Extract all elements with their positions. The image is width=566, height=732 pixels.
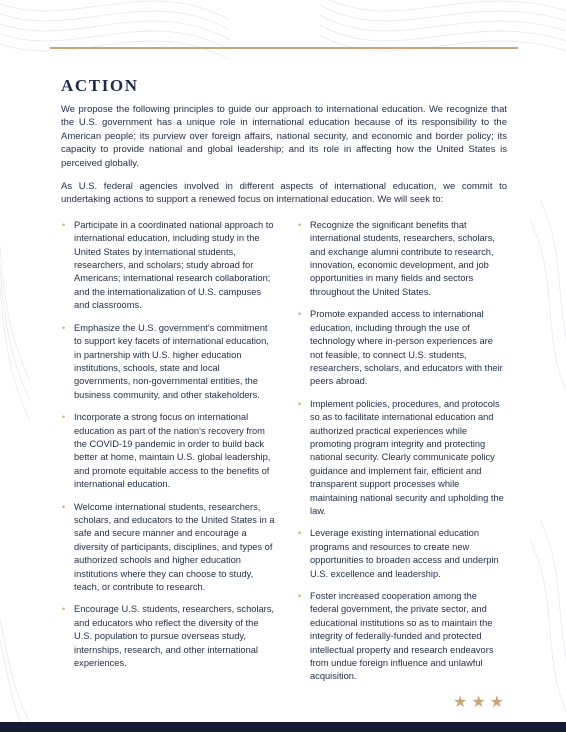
bullet-marker: •: [62, 501, 66, 512]
bullet-marker: •: [298, 219, 302, 230]
bullet-marker: •: [62, 604, 66, 615]
intro-paragraph: We propose the following principles to guide our approach to international education. We recognize that the U.S. government has a unique role in international education because of its responsibility to the American people; its purview over foreign affairs, national security, and economic and border policy; its capacity to provide national and global leadership; and its role in affecting how the United States is perceived globally.: [61, 104, 507, 169]
bullet-text: Recognize the significant benefits that international students, researchers, scholars, and exchange alumni contribute to research, innovation, economic development, and job opportunities in many fields and sectors throughout the United States.: [310, 219, 495, 297]
decorative-stars: [453, 695, 504, 711]
bullet-item: [61, 411, 275, 491]
bullet-marker: •: [298, 591, 302, 601]
star-icon: ★: [471, 694, 486, 711]
bullet-marker: •: [298, 528, 302, 539]
bullet-item: [61, 219, 275, 313]
bullet-text: Incorporate a strong focus on international education as part of the nation's recovery from the COVID-19 pandemic in order to build back better at home, maintain U.S. global leadership, and promote equitable access to the benefits of international education.: [74, 412, 271, 490]
star-icon: ★: [489, 694, 504, 711]
bullet-text: Encourage U.S. students, researchers, scholars, and educators who reflect the diversity of the U.S. population to pursue overseas study, internships, research, and other international experiences.: [74, 604, 274, 669]
action-section: [61, 76, 507, 693]
bullet-text: Implement policies, procedures, and protocols so as to facilitate international education and authorized practical experiences while promoting program integrity and protecting national security. Clearly communicate policy guidance and implement fair, efficient and transparent support processes while maintaining national security and upholding the law.: [310, 398, 504, 516]
bullet-item: [297, 219, 507, 299]
bullet-item: [297, 398, 507, 519]
section-heading: ACTION: [61, 76, 139, 95]
top-divider-rule: [50, 47, 518, 49]
bullet-item: [61, 322, 275, 402]
bullet-marker: •: [62, 412, 66, 423]
bullet-text: Foster increased cooperation among the federal government, the private sector, and educational institutions so as to maintain the integrity of federally-funded and protected intellectual property and research endeavors from undue foreign influence and unlawful acquisition.: [310, 591, 494, 682]
footer-bar: [0, 722, 566, 732]
bullet-marker: •: [62, 219, 66, 230]
bullet-item: [297, 590, 507, 684]
bullet-text: Leverage existing international education programs and resources to create new opportunities to broaden access and underpin U.S. excellence and leadership.: [310, 528, 499, 579]
bullet-marker: •: [298, 309, 302, 320]
bullet-text: Emphasize the U.S. government's commitment to support key facets of international education, in partnership with U.S. higher education institutions, schools, state and local governments, non-governmental entities, the business community, and other stakeholders.: [74, 322, 269, 400]
bullet-columns: [61, 219, 507, 693]
bullet-column-right: [297, 219, 507, 693]
bullet-column-left: [61, 219, 275, 693]
bullet-text: Welcome international students, researchers, scholars, and educators to the United States in a safe and secure manner and encourage a diversity of participants, disciplines, and types of authorized schools and higher education institutions where they can choose to study, teach, or contribute to research.: [74, 501, 275, 592]
commitment-paragraph: As U.S. federal agencies involved in different aspects of international education, we commit to undertaking actions to support a renewed focus on international education. We will seek to:: [61, 181, 507, 206]
star-icon: ★: [452, 694, 468, 711]
bullet-item: [297, 527, 507, 581]
bullet-text: Promote expanded access to international education, including through the use of technology where in-person experiences are not feasible, to connect U.S. students, researchers, scholars, and educators with their peers abroad.: [310, 309, 503, 387]
bullet-item: [61, 501, 275, 595]
bullet-marker: •: [298, 398, 302, 409]
bullet-marker: •: [62, 322, 66, 333]
bullet-item: [297, 308, 507, 388]
bullet-item: [61, 603, 275, 670]
bullet-text: Participate in a coordinated national approach to international education, including study in the United States by international students, researchers, and scholars; study abroad for Americans; international research collaboration; and the internationalization of U.S. campuses and classrooms.: [74, 219, 274, 311]
